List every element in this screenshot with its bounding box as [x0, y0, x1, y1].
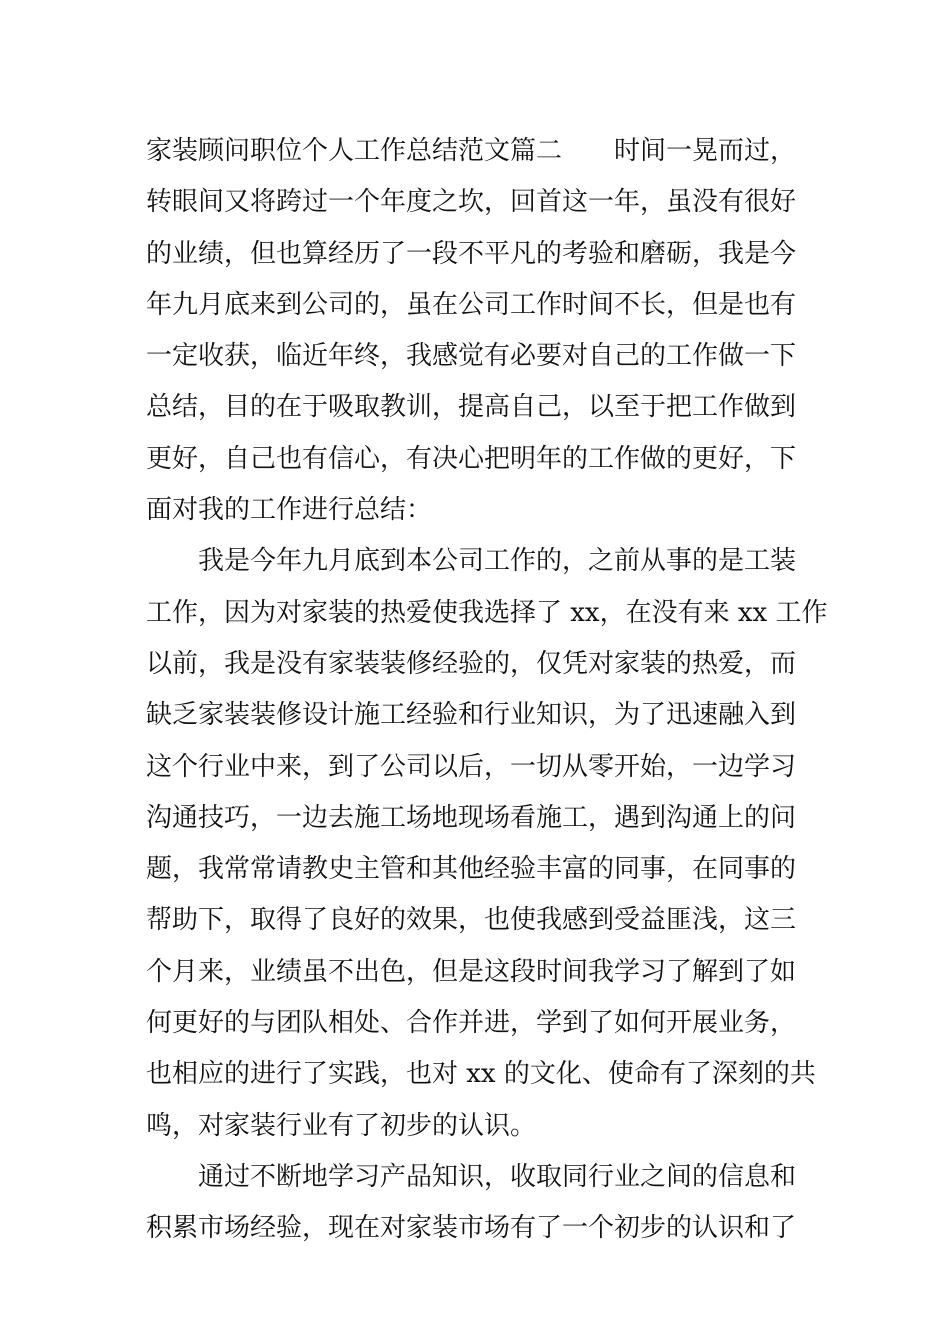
text-line: 也相应的进行了实践，也对 xx 的文化、使命有了深刻的共 — [146, 1059, 816, 1090]
text-line: 沟通技巧，一边去施工场地现场看施工，遇到沟通上的问 — [146, 802, 797, 833]
text-line: 缺乏家装装修设计施工经验和行业知识，为了迅速融入到 — [146, 700, 797, 731]
text-line: 我是今年九月底到本公司工作的，之前从事的是工装 — [146, 546, 797, 577]
text-line: 积累市场经验，现在对家装市场有了一个初步的认识和了 — [146, 1213, 797, 1244]
text-line: 总结，目的在于吸取教训，提高自己，以至于把工作做到 — [146, 392, 797, 423]
text-line: 通过不断地学习产品知识，收取同行业之间的信息和 — [146, 1161, 797, 1192]
text-line: 工作，因为对家装的热爱使我选择了 xx，在没有来 xx 工作 — [146, 597, 828, 628]
text-line: 年九月底来到公司的，虽在公司工作时间不长，但是也有 — [146, 289, 797, 320]
text-line: 这个行业中来，到了公司以后，一切从零开始，一边学习 — [146, 751, 797, 782]
text-line: 何更好的与团队相处、合作并进，学到了如何开展业务， — [146, 1008, 797, 1039]
text-line: 一定收获，临近年终，我感觉有必要对自己的工作做一下 — [146, 341, 797, 372]
text-line: 鸣，对家装行业有了初步的认识。 — [146, 1110, 537, 1141]
text-line: 以前，我是没有家装装修经验的，仅凭对家装的热爱，而 — [146, 648, 797, 679]
text-line: 个月来，业绩虽不出色，但是这段时间我学习了解到了如 — [146, 956, 797, 987]
text-line: 转眼间又将跨过一个年度之坎，回首这一年，虽没有很好 — [146, 187, 797, 218]
text-line: 更好，自己也有信心，有决心把明年的工作做的更好，下 — [146, 443, 797, 474]
text-line: 家装顾问职位个人工作总结范文篇二 时间一晃而过， — [146, 136, 797, 166]
document-body-text — [146, 126, 826, 1255]
text-line: 帮助下，取得了良好的效果，也使我感到受益匪浅，这三 — [146, 905, 797, 936]
text-line: 面对我的工作进行总结： — [146, 495, 433, 526]
text-line: 的业绩，但也算经历了一段不平凡的考验和磨砺，我是今 — [146, 238, 797, 269]
text-line: 题，我常常请教史主管和其他经验丰富的同事，在同事的 — [146, 854, 797, 885]
